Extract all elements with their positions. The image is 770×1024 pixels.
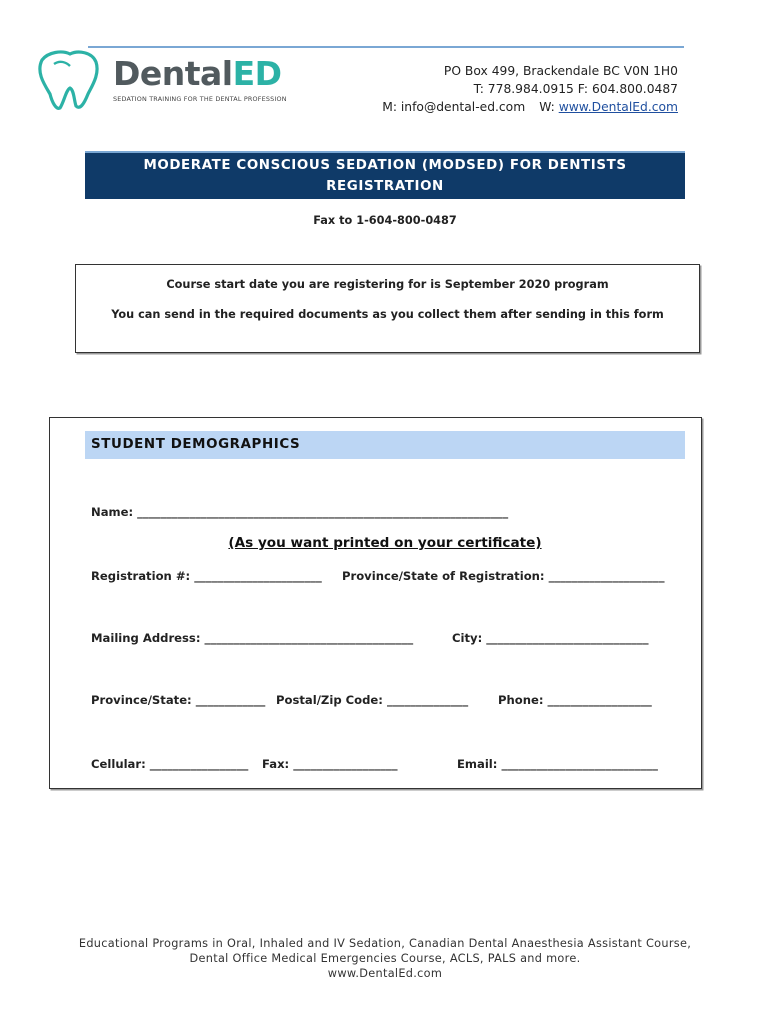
contact-email-web	[382, 98, 678, 116]
footer	[0, 936, 770, 981]
contact-email: M: info@dental-ed.com	[382, 100, 526, 114]
postal-code-field[interactable]: Postal/Zip Code: ______________	[276, 693, 469, 707]
brand-wordmark	[113, 54, 282, 94]
footer-website: www.DentalEd.com	[327, 967, 443, 980]
province-state-field[interactable]: Province/State: ____________	[91, 693, 266, 707]
phone-field[interactable]: Phone: __________________	[498, 693, 652, 707]
form-title-line2: FORM: FALL 2020 COURSE	[279, 200, 491, 215]
course-info-box	[75, 264, 700, 353]
name-field[interactable]: Name: ________________________________________________________________	[91, 505, 509, 519]
contact-block	[382, 62, 678, 116]
form-title-line1: MODERATE CONSCIOUS SEDATION (MODSED) FOR DENTISTS REGISTRATION	[143, 158, 627, 194]
footer-programs-line1: Educational Programs in Oral, Inhaled and IV Sedation, Canadian Dental Anaesthesia Assistant Course,	[78, 937, 692, 950]
documents-note: You can send in the required documents as you collect them after sending in this form	[111, 308, 664, 321]
mailing-address-field[interactable]: Mailing Address: ____________________________________	[91, 631, 414, 645]
brand-name-ed: ED	[232, 54, 282, 93]
brand-name-dental: Dental	[113, 54, 233, 93]
province-of-registration-field[interactable]: Province/State of Registration: ____________________	[342, 569, 665, 583]
contact-phone-fax: T: 778.984.0915 F: 604.800.0487	[473, 82, 678, 96]
footer-programs-line2: Dental Office Medical Emergencies Course, ACLS, PALS and more.	[189, 952, 581, 965]
registration-number-field[interactable]: Registration #: ______________________	[91, 569, 322, 583]
contact-address: PO Box 499, Brackendale BC V0N 1H0	[443, 64, 678, 78]
city-field[interactable]: City: ____________________________	[452, 631, 649, 645]
demographics-heading: STUDENT DEMOGRAPHICS	[85, 431, 685, 459]
contact-web-prefix: W:	[539, 100, 559, 114]
brand-tagline: SEDATION TRAINING FOR THE DENTAL PROFESSION	[113, 95, 287, 103]
email-field[interactable]: Email: ___________________________	[457, 757, 658, 771]
website-link[interactable]: www.DentalEd.com	[558, 100, 678, 114]
demographics-box	[49, 417, 702, 789]
certificate-note: (As you want printed on your certificate)	[228, 535, 542, 551]
fax-field[interactable]: Fax: __________________	[262, 757, 398, 771]
header-rule	[88, 46, 684, 48]
course-start-text: Course start date you are registering for is September 2020 program	[166, 278, 609, 291]
cellular-field[interactable]: Cellular: _________________	[91, 757, 249, 771]
form-title-banner	[85, 151, 685, 215]
fax-instruction: Fax to 1-604-800-0487	[313, 214, 457, 227]
